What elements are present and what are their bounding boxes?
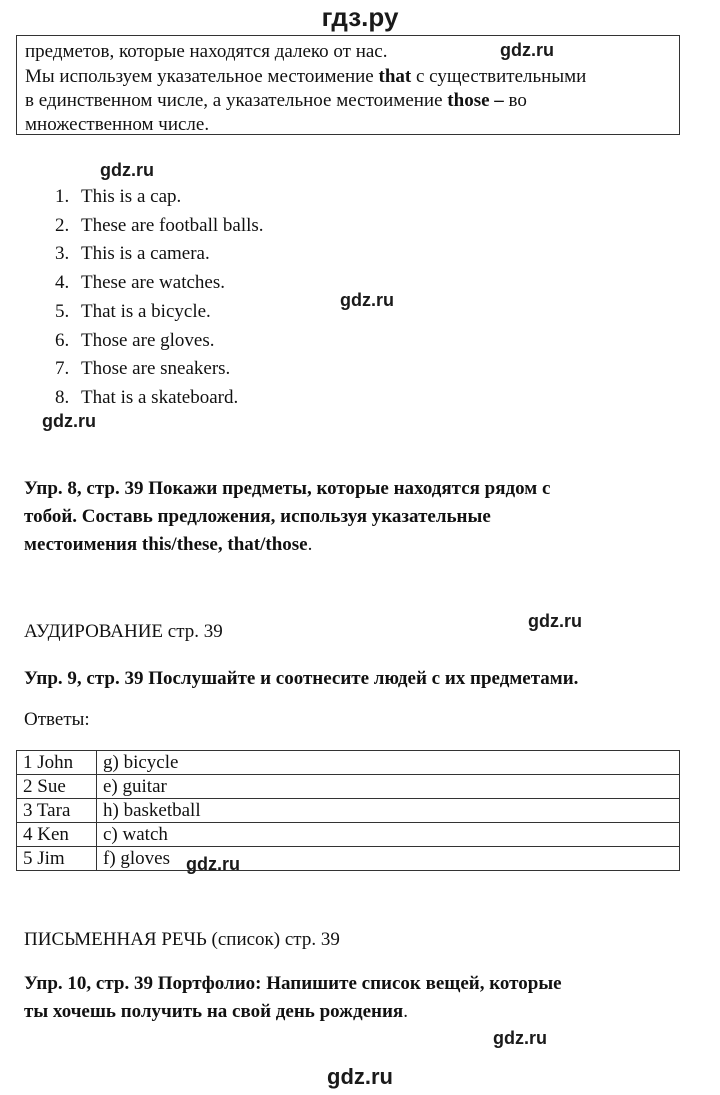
answer-item [55,272,225,294]
answer-text: These are football balls. [81,214,264,236]
answer-item [55,301,211,323]
answer-text: These are watches. [81,272,226,294]
answer-number: 7. [55,358,70,380]
item-cell: f) gloves [97,847,680,871]
exercise-8-title: местоимения this/these, that/those. [24,534,313,555]
answer-text: Those are gloves. [81,329,215,351]
watermark: gdz.ru [340,290,394,310]
answer-number: 1. [55,186,70,207]
answers-label: Ответы: [24,709,90,730]
listening-heading: АУДИРОВАНИЕ стр. 39 [24,621,223,642]
watermark: gdz.ru [493,1028,547,1048]
matching-table [16,750,680,871]
rule-line-3: в единственном числе, а указательное местоимение those – во [25,90,527,111]
answer-text: This is a camera. [81,243,210,265]
watermark: gdz.ru [100,160,154,180]
rule-line-1: предметов, которые находятся далеко от нас. [25,41,388,62]
table-row [17,823,680,847]
answer-number: 5. [55,300,70,322]
person-cell: 3 Tara [17,799,97,823]
watermark: gdz.ru [186,854,240,874]
answer-text: That is a skateboard. [81,386,239,408]
table-row [17,799,680,823]
answer-number: 4. [55,272,70,294]
rule-line-2: Мы используем указательное местоимение that с существительными [25,66,587,87]
answer-number: 8. [55,386,70,408]
answer-item [55,215,264,237]
rule-line-4: множественном числе. [25,114,210,135]
answer-number: 6. [55,329,70,351]
item-cell: g) bicycle [97,751,680,775]
person-cell: 5 Jim [17,847,97,871]
answer-item [55,358,230,380]
item-cell: e) guitar [97,775,680,799]
answer-number: 2. [55,214,70,236]
rule-keyword-those: those – [447,90,504,111]
answer-item [55,330,214,352]
table-row [17,775,680,799]
exercise-8-title: тобой. Составь предложения, используя указательные [24,506,491,527]
watermark: gdz.ru [500,40,554,60]
exercise-9-title: Упр. 9, стр. 39 Послушайте и соотнесите людей с их предметами. [24,668,579,689]
watermark: gdz.ru [42,411,96,431]
answer-number: 3. [55,243,70,265]
person-cell: 2 Sue [17,775,97,799]
table-row [17,751,680,775]
watermark: gdz.ru [528,611,582,631]
answer-text: Those are sneakers. [81,358,231,380]
writing-heading: ПИСЬМЕННАЯ РЕЧЬ (список) стр. 39 [24,929,340,950]
rule-keyword-that: that [378,66,412,87]
answer-item [55,243,210,265]
table-row [17,847,680,871]
answer-text: This is a cap. [81,186,182,207]
exercise-8-title: Упр. 8, стр. 39 Покажи предметы, которые находятся рядом с [24,478,551,499]
person-cell: 1 John [17,751,97,775]
answer-item [55,186,181,208]
answer-item [55,387,238,409]
exercise-10-title: Упр. 10, стр. 39 Портфолио: Напишите список вещей, которые [24,973,562,994]
site-title: гдз.ру [321,2,399,32]
watermark: gdz.ru [327,1064,393,1089]
item-cell: h) basketball [97,799,680,823]
person-cell: 4 Ken [17,823,97,847]
answer-text: That is a bicycle. [81,300,211,322]
item-cell: c) watch [97,823,680,847]
exercise-10-title: ты хочешь получить на свой день рождения. [24,1001,408,1022]
